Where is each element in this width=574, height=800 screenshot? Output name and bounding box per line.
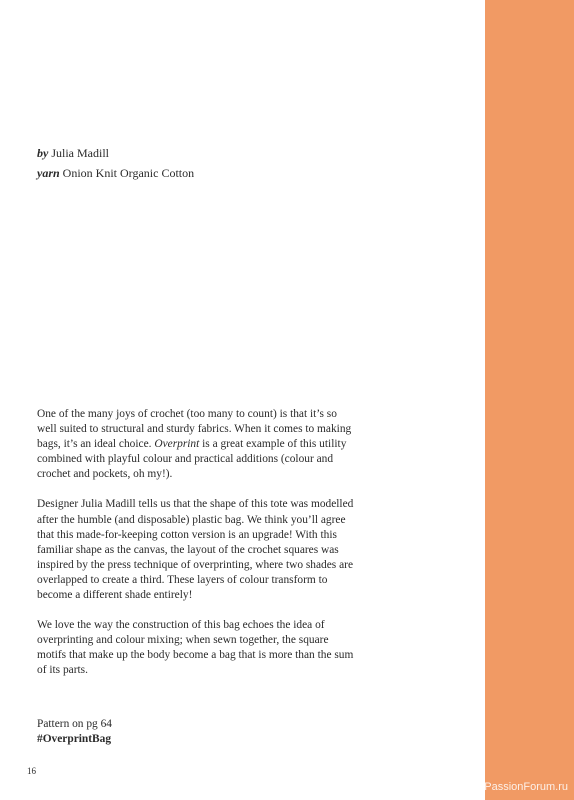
yarn-label: yarn (37, 166, 60, 180)
pattern-reference (37, 717, 112, 747)
orange-side-band (485, 0, 574, 800)
watermark-text: PassionForum.ru (484, 781, 568, 793)
designer-credit (37, 143, 194, 163)
yarn-name: Onion Knit Organic Cotton (62, 166, 195, 180)
designer-name: Julia Madill (51, 146, 109, 160)
article-body (37, 407, 357, 694)
paragraph-1-text-b: is a great example of this utility combined with playful colour and practical additions (colour and crochet and pockets, oh my!). (37, 438, 347, 481)
paragraph-3: We love the way the construction of this bag echoes the idea of overprinting and colour mixing; when sewn together, the square motifs that make up the body become a bag that is more than the sum of its parts. (37, 619, 354, 677)
credits-block (37, 143, 194, 183)
paragraph-2: Designer Julia Madill tells us that the shape of this tote was modelled after the humble (and disposable) plastic bag. We think you’ll agree that this made-for-keeping cotton version is an upgrade! With this familiar shape as the canvas, the layout of the crochet squares was inspired by the press technique of overprinting, where two shades are overlapped to create a third. These layers of colour transform to become a different shade entirely! (37, 498, 354, 602)
yarn-credit (37, 163, 194, 183)
pattern-page-ref: Pattern on pg 64 (37, 718, 112, 730)
paragraph-1-text-a: One of the many joys of crochet (too many to count) is that it’s so well suited to structural and sturdy fabrics. When it comes to making bags, it’s an ideal choice. (37, 408, 352, 451)
by-label: by (37, 146, 49, 160)
hashtag: #OverprintBag (37, 733, 112, 746)
page-number: 16 (27, 766, 36, 776)
paragraph-1 (37, 407, 357, 482)
pattern-name-emphasis: Overprint (154, 438, 200, 451)
